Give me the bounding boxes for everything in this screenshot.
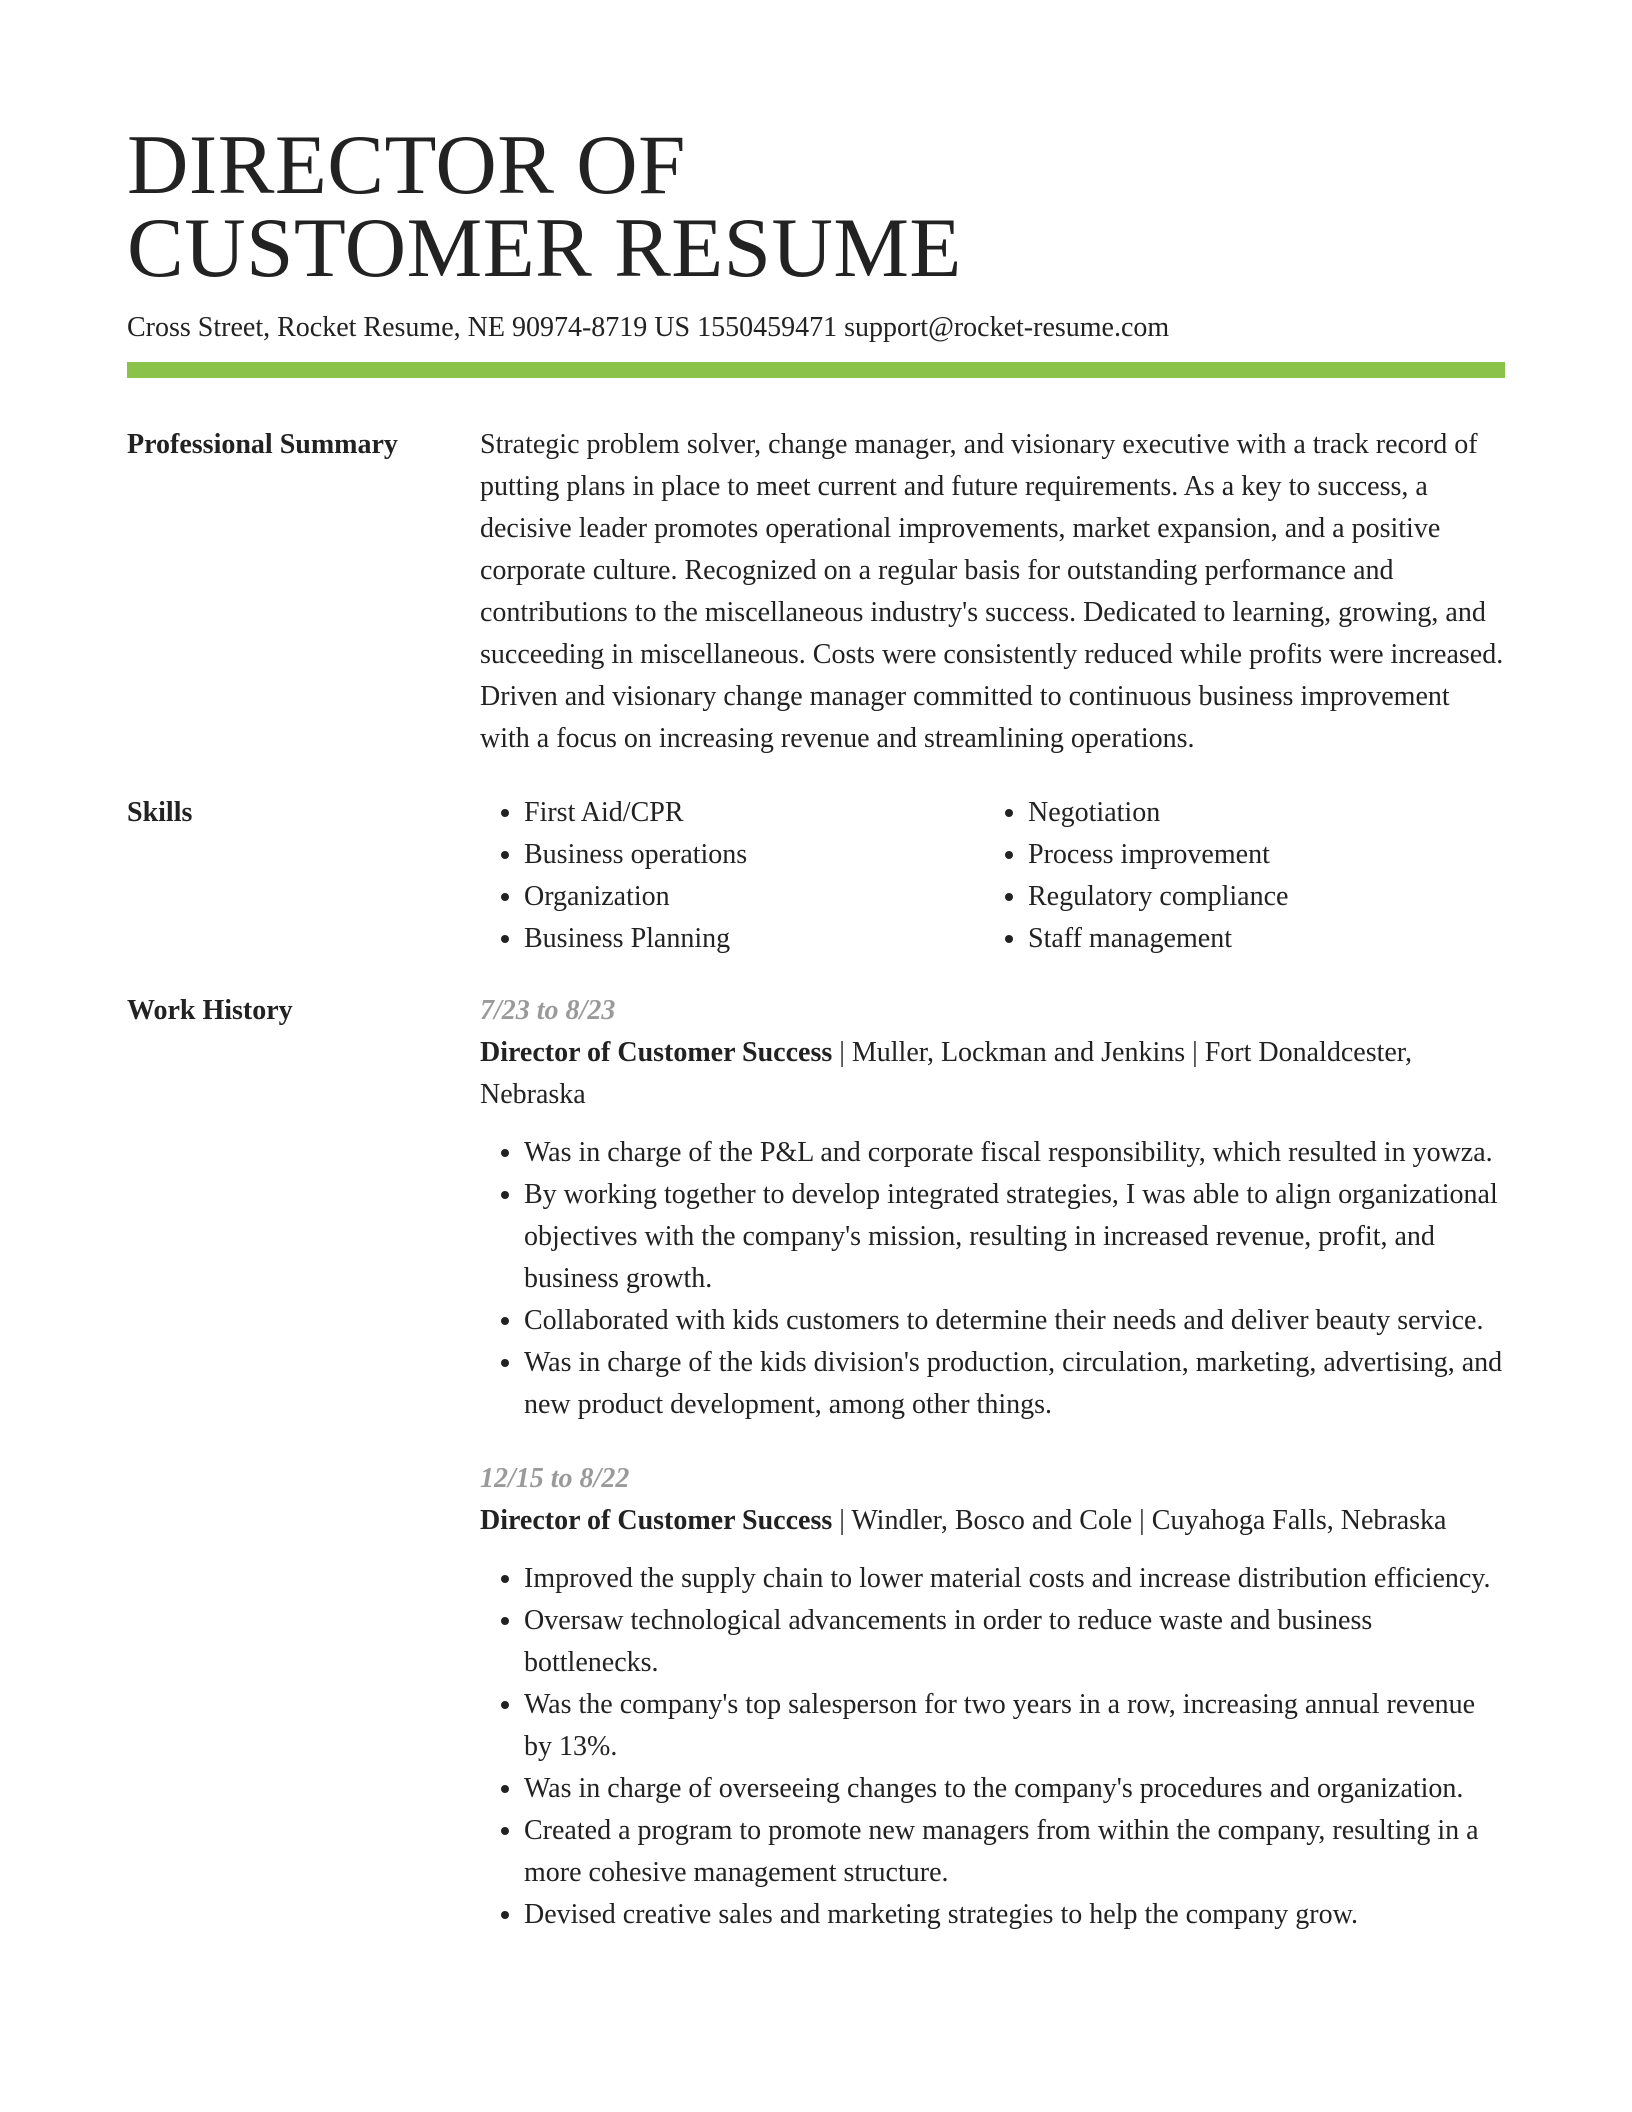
job-bullet: • Improved the supply chain to lower material costs and increase distribution efficiency. (524, 1558, 1505, 1600)
job-bullets (480, 1132, 1505, 1426)
job-title: Director of Customer Success (480, 1037, 833, 1068)
summary-heading: Professional Summary (127, 429, 398, 460)
job-bullet: • Was in charge of the P&L and corporate fiscal responsibility, which resulted in yowza. (524, 1132, 1505, 1174)
skills-heading: Skills (127, 797, 193, 828)
resume-title-line-2: CUSTOMER RESUME (127, 201, 962, 295)
skills-column-2 (984, 792, 1508, 960)
skill-item: • Staff management (1028, 918, 1508, 960)
work-history-heading: Work History (127, 995, 293, 1026)
accent-divider (127, 362, 1505, 378)
job-bullet: • Was the company's top salesperson for two years in a row, increasing annual revenue by 13%. (524, 1684, 1505, 1768)
job-employer-location: | Windler, Bosco and Cole | Cuyahoga Falls, Nebraska (832, 1505, 1447, 1536)
skills-section (127, 792, 1505, 960)
resume-title-line-1: DIRECTOR OF (127, 118, 686, 212)
job-bullet: • Was in charge of the kids division's production, circulation, marketing, advertising, and new product development, among other things. (524, 1342, 1505, 1426)
job-title: Director of Customer Success (480, 1505, 833, 1536)
job-bullet: • Collaborated with kids customers to determine their needs and deliver beauty service. (524, 1300, 1505, 1342)
work-history-section (127, 990, 1505, 1936)
skill-item: • Negotiation (1028, 792, 1508, 834)
summary-text: Strategic problem solver, change manager, and visionary executive with a track record of putting plans in place to meet current and future requirements. As a key to success, a decisive leader promotes operational improvements, market expansion, and a positive corporate culture. Recognized on a regular basis for outstanding performance and contributions to the miscellaneous industry's success. Dedicated to learning, growing, and succeeding in miscellaneous. Costs were consistently reduced while profits were increased. Driven and visionary change manager committed to continuous business improvement with a focus on increasing revenue and streamlining operations. (480, 429, 1504, 754)
job-entry (480, 1458, 1505, 1936)
skill-item: • Organization (524, 876, 984, 918)
skills-list (480, 792, 1505, 960)
skill-item: • Process improvement (1028, 834, 1508, 876)
job-bullet: • Devised creative sales and marketing strategies to help the company grow. (524, 1894, 1505, 1936)
skill-item: • Business Planning (524, 918, 984, 960)
work-history-list (480, 990, 1505, 1936)
skill-item: • Regulatory compliance (1028, 876, 1508, 918)
skill-item: • First Aid/CPR (524, 792, 984, 834)
job-heading (480, 1032, 1505, 1116)
job-bullet: • Was in charge of overseeing changes to the company's procedures and organization. (524, 1768, 1505, 1810)
job-heading (480, 1500, 1505, 1542)
summary-section (127, 424, 1505, 760)
skills-column-1 (480, 792, 984, 960)
job-entry (480, 990, 1505, 1426)
job-dates: 12/15 to 8/22 (480, 1463, 630, 1494)
resume-title (127, 0, 1505, 295)
job-dates: 7/23 to 8/23 (480, 995, 616, 1026)
job-bullet: • By working together to develop integrated strategies, I was able to align organizational objectives with the company's mission, resulting in increased revenue, profit, and business growth. (524, 1174, 1505, 1300)
resume-page (127, 0, 1505, 1936)
skill-item: • Business operations (524, 834, 984, 876)
contact-info: Cross Street, Rocket Resume, NE 90974-8719 US 1550459471 support@rocket-resume.com (127, 312, 1170, 343)
job-bullet: • Oversaw technological advancements in order to reduce waste and business bottlenecks. (524, 1600, 1505, 1684)
job-bullet: • Created a program to promote new managers from within the company, resulting in a more cohesive management structure. (524, 1810, 1505, 1894)
job-employer-location: | Muller, Lockman and Jenkins | Fort Donaldcester, Nebraska (480, 1037, 1412, 1110)
job-bullets (480, 1558, 1505, 1936)
